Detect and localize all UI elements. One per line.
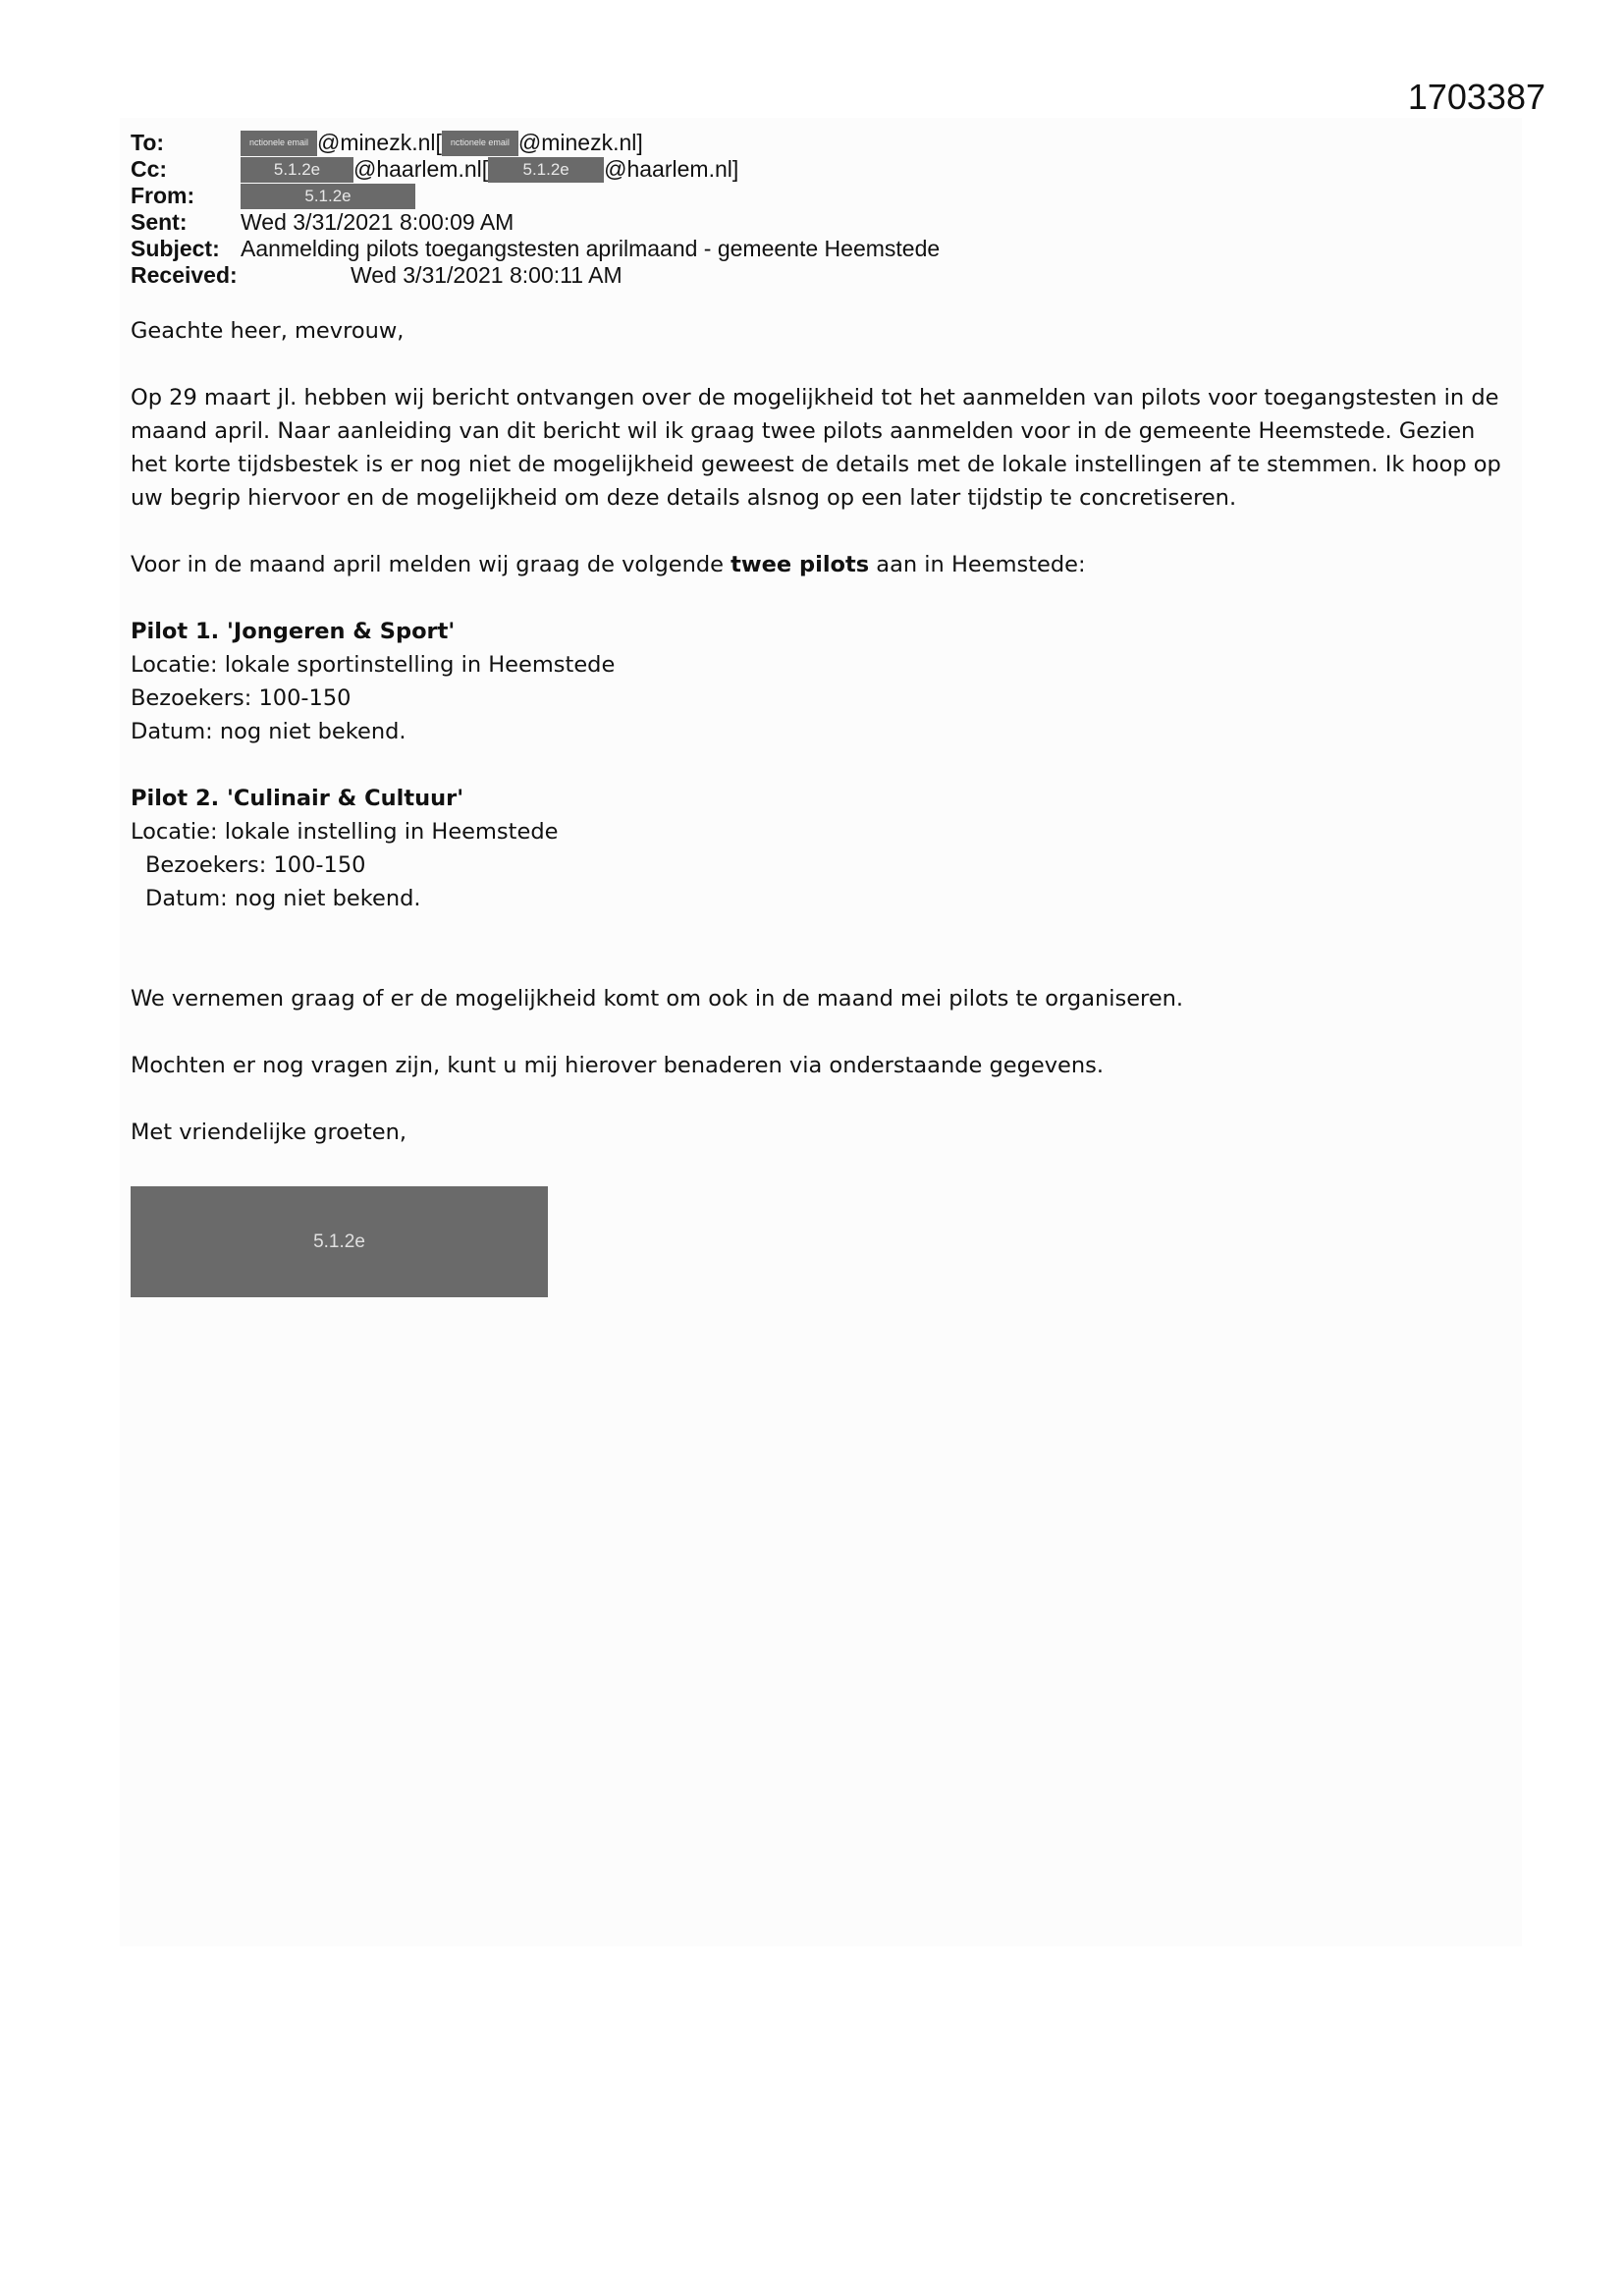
from-value — [241, 183, 415, 209]
pilot-1-title: Pilot 1. 'Jongeren & Sport' — [131, 619, 456, 644]
may-paragraph: We vernemen graag of er de mogelijkheid komt om ook in de maand mei pilots te organiseren. — [131, 986, 1184, 1011]
greeting: Geachte heer, mevrouw, — [131, 318, 405, 344]
cc-value — [241, 156, 738, 183]
sent-label: Sent: — [131, 209, 188, 235]
to-label: To: — [131, 130, 165, 155]
subject-value: Aanmelding pilots toegangstesten aprilmaand - gemeente Heemstede — [241, 236, 941, 261]
email-body — [131, 314, 1525, 1149]
to-address-2: @minezk.nl] — [517, 130, 643, 155]
intro-text: Voor in de maand april melden wij graag de volgende — [131, 552, 731, 577]
sent-value: Wed 3/31/2021 8:00:09 AM — [241, 209, 514, 235]
pilot-2-visitors: Bezoekers: 100-150 — [145, 852, 366, 878]
redaction-box: 5.1.2e — [241, 157, 353, 183]
pilot-1-visitors: Bezoekers: 100-150 — [131, 685, 352, 711]
pilot-1-location: Locatie: lokale sportinstelling in Heemstede — [131, 652, 616, 678]
intro-paragraph — [131, 548, 1525, 581]
pilot-2-date: Datum: nog niet bekend. — [145, 886, 421, 911]
cc-label: Cc: — [131, 156, 168, 182]
paragraph-line: het korte tijdsbestek is er nog niet de mogelijkheid geweest de details met de lokale instellingen af te stemmen. Ik hoop op — [131, 452, 1501, 477]
pilot-1-date: Datum: nog niet bekend. — [131, 719, 406, 744]
redaction-box: 5.1.2e — [241, 184, 415, 209]
cc-address-1: @haarlem.nl[ — [353, 156, 489, 182]
paragraph-line: Op 29 maart jl. hebben wij bericht ontvangen over de mogelijkheid tot het aanmelden van pilots voor toegangstesten in de — [131, 385, 1499, 410]
questions-paragraph: Mochten er nog vragen zijn, kunt u mij hierover benaderen via onderstaande gegevens. — [131, 1053, 1105, 1078]
signature-redaction: 5.1.2e — [131, 1186, 548, 1297]
intro-text-end: aan in Heemstede: — [869, 552, 1086, 577]
redaction-box: nctionele email — [241, 131, 317, 156]
document-number: 1703387 — [1407, 77, 1545, 117]
redaction-box: nctionele email — [442, 131, 518, 156]
intro-emphasis: twee pilots — [731, 552, 870, 577]
to-value — [241, 130, 643, 156]
from-label: From: — [131, 183, 195, 208]
received-value: Wed 3/31/2021 8:00:11 AM — [351, 262, 623, 288]
cc-address-2: @haarlem.nl] — [604, 156, 739, 182]
redaction-box: 5.1.2e — [488, 157, 604, 183]
to-address-1: @minezk.nl[ — [317, 130, 442, 155]
paragraph-line: maand april. Naar aanleiding van dit bericht wil ik graag twee pilots aanmelden voor in de gemeente Heemstede. Gezien — [131, 418, 1476, 444]
paragraph-line: uw begrip hiervoor en de mogelijkheid om deze details alsnog op een later tijdstip te concretiseren. — [131, 485, 1237, 511]
closing: Met vriendelijke groeten, — [131, 1120, 406, 1145]
received-label: Received: — [131, 262, 238, 288]
pilot-2-location: Locatie: lokale instelling in Heemstede — [131, 819, 559, 845]
subject-label: Subject: — [131, 236, 220, 261]
pilot-2-title: Pilot 2. 'Culinair & Cultuur' — [131, 786, 464, 811]
